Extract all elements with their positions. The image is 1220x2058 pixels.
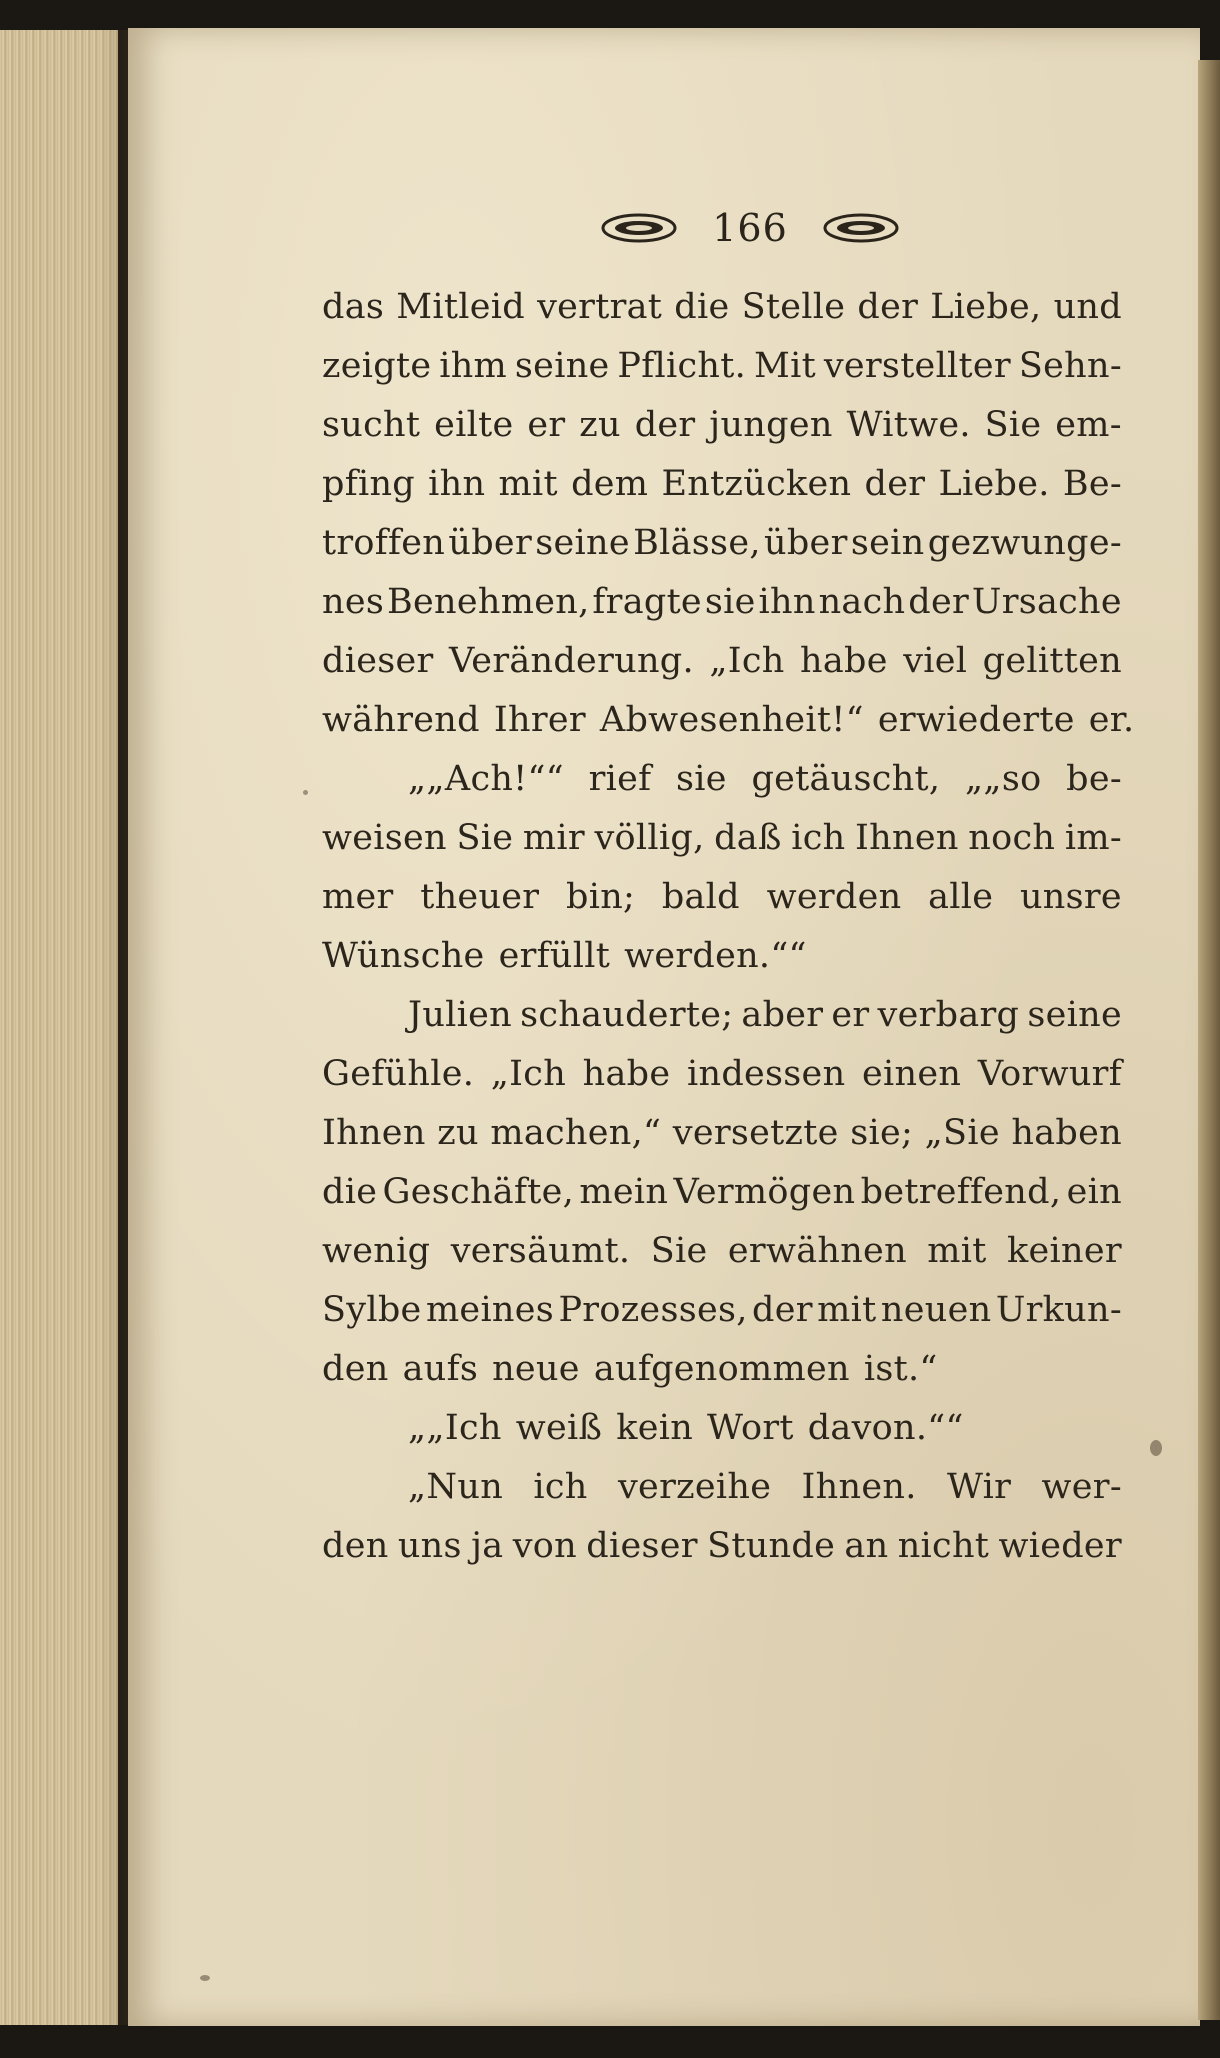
word: bald [661, 877, 740, 917]
word: Ihnen [322, 1113, 426, 1153]
word: mit [817, 1290, 877, 1330]
word: seine [514, 346, 610, 386]
word: mit [498, 464, 558, 504]
word: nicht [897, 1526, 990, 1566]
word: zu [579, 405, 621, 445]
text-line [322, 573, 1122, 632]
word: den [322, 1349, 389, 1389]
word: unsre [1019, 877, 1122, 917]
text-line [322, 455, 1122, 514]
word: Pflicht. [617, 346, 747, 386]
word: seine [1027, 995, 1122, 1035]
word: ist.“ [863, 1349, 938, 1389]
word: wenig [322, 1231, 431, 1271]
text-line [322, 1399, 1122, 1458]
word: er. [1088, 700, 1135, 740]
word: vertrat [537, 287, 663, 327]
word: „„so [964, 759, 1042, 799]
word: und [1053, 287, 1122, 327]
word: gezwunge- [927, 523, 1122, 563]
word: an [844, 1526, 889, 1566]
word: machen,“ [490, 1113, 662, 1153]
word: im- [1064, 818, 1122, 858]
word: sie [704, 582, 756, 622]
body-text [322, 278, 1135, 1576]
word: Entzücken [661, 464, 852, 504]
word: mir [522, 818, 585, 858]
text-line [322, 1458, 1122, 1517]
text-line [322, 1045, 1122, 1104]
word: neue [492, 1349, 580, 1389]
text-line [322, 632, 1122, 691]
word: mein [579, 1172, 669, 1212]
text-line [322, 1340, 1122, 1399]
word: neuen [880, 1290, 992, 1330]
word: ich [533, 1467, 588, 1507]
text-line [322, 1104, 1122, 1163]
text-line [322, 927, 1122, 986]
word: den [322, 1526, 389, 1566]
word: verzeihe [617, 1467, 772, 1507]
word: „Sie [924, 1113, 1000, 1153]
word: Mitleid [396, 287, 525, 327]
word: sucht [322, 405, 421, 445]
word: getäuscht, [751, 759, 941, 799]
word: davon.““ [807, 1408, 964, 1448]
word: der [634, 405, 696, 445]
word: ihm [439, 346, 508, 386]
word: rief [588, 759, 652, 799]
word: über [764, 523, 848, 563]
ornament-right-icon [822, 211, 900, 245]
word: dem [571, 464, 649, 504]
word: viel [903, 641, 968, 681]
word: die [674, 287, 730, 327]
word: Sylbe [322, 1290, 422, 1330]
word: der [908, 582, 969, 622]
word: schauderte; [520, 995, 734, 1035]
word: Urkun- [995, 1290, 1122, 1330]
text-line [322, 1222, 1122, 1281]
page-header [580, 198, 920, 258]
word: sie [676, 759, 727, 799]
word: indessen [686, 1054, 846, 1094]
word: das [322, 287, 385, 327]
word: verbarg [877, 995, 1020, 1035]
text-line [322, 868, 1122, 927]
word: Gefühle. [322, 1054, 475, 1094]
word: von [512, 1526, 577, 1566]
word: Ihnen [855, 818, 959, 858]
ink-speck [1150, 1440, 1162, 1456]
word: wer- [1041, 1467, 1122, 1507]
word: Liebe, [930, 287, 1042, 327]
word: Sehn- [1018, 346, 1122, 386]
word: aber [741, 995, 824, 1035]
ink-speck [200, 1975, 210, 1981]
word: seine [535, 523, 630, 563]
word: Witwe. [846, 405, 971, 445]
word: die [322, 1172, 378, 1212]
word: Julien [408, 995, 513, 1035]
word: eilte [434, 405, 514, 445]
word: habe [582, 1054, 671, 1094]
word: versäumt. [450, 1231, 631, 1271]
word: gelitten [982, 641, 1122, 681]
text-line [322, 691, 1135, 750]
word: em- [1055, 405, 1122, 445]
word: „„Ich [408, 1408, 502, 1448]
word: „Nun [408, 1467, 504, 1507]
text-line [322, 278, 1122, 337]
text-line [322, 1517, 1122, 1576]
word: noch [968, 818, 1056, 858]
word: Wünsche [322, 936, 485, 976]
word: ihn [428, 464, 486, 504]
text-line [322, 750, 1122, 809]
word: weiß [515, 1408, 603, 1448]
word: mer [322, 877, 394, 917]
word: sein [850, 523, 925, 563]
word: der [864, 464, 926, 504]
page-right-edge [1198, 60, 1220, 2020]
word: Vorwurf [977, 1054, 1122, 1094]
word: uns [397, 1526, 462, 1566]
word: nes [322, 582, 385, 622]
ornament-left-icon [600, 211, 678, 245]
word: Benehmen, [387, 582, 590, 622]
word: ein [1066, 1172, 1122, 1212]
word: nach [818, 582, 906, 622]
word: Stunde [707, 1526, 836, 1566]
word: ihn [758, 582, 816, 622]
word: Blässe, [633, 523, 761, 563]
word: mit [927, 1231, 987, 1271]
word: völlig, [594, 818, 705, 858]
word: verstellter [823, 346, 1011, 386]
text-line [322, 986, 1122, 1045]
word: Ursache [971, 582, 1122, 622]
text-line [322, 1281, 1122, 1340]
word: erwähnen [727, 1231, 907, 1271]
word: alle [928, 877, 994, 917]
text-line [322, 809, 1122, 868]
word: sie; [850, 1113, 914, 1153]
word: Liebe. [938, 464, 1050, 504]
word: zu [437, 1113, 479, 1153]
word: „Ich [490, 1054, 567, 1094]
word: dieser [322, 641, 434, 681]
word: werden.““ [624, 936, 807, 976]
word: theuer [420, 877, 540, 917]
word: wieder [998, 1526, 1122, 1566]
word: Geschäfte, [382, 1172, 575, 1212]
word: während [322, 700, 480, 740]
word: Veränderung. [448, 641, 694, 681]
word: Sie [984, 405, 1042, 445]
word: weisen [322, 818, 447, 858]
word: Mit [753, 346, 816, 386]
word: dieser [586, 1526, 698, 1566]
word: er [831, 995, 870, 1035]
word: Wort [707, 1408, 794, 1448]
word: keiner [1007, 1231, 1122, 1271]
word: erfüllt [498, 936, 611, 976]
word: daß [714, 818, 782, 858]
word: Abwesenheit!“ [599, 700, 864, 740]
word: erwiederte [877, 700, 1075, 740]
word: aufs [402, 1349, 479, 1389]
word: fragte [592, 582, 702, 622]
word: „„Ach!““ [408, 759, 564, 799]
ink-speck [303, 790, 308, 795]
word: Be- [1062, 464, 1122, 504]
word: Vermögen [673, 1172, 856, 1212]
word: be- [1066, 759, 1122, 799]
word: einen [862, 1054, 962, 1094]
word: bin; [566, 877, 636, 917]
word: aufgenommen [593, 1349, 850, 1389]
word: jungen [709, 405, 833, 445]
word: der [857, 287, 919, 327]
word: kein [616, 1408, 694, 1448]
word: „Ich [709, 641, 785, 681]
word: er [527, 405, 566, 445]
word: betreffend, [860, 1172, 1062, 1212]
text-line [322, 337, 1122, 396]
word: Wir [946, 1467, 1012, 1507]
text-line [322, 1163, 1122, 1222]
page-number: 166 [712, 206, 788, 250]
word: zeigte [322, 346, 432, 386]
text-line [322, 514, 1122, 573]
word: Stelle [741, 287, 846, 327]
word: werden [766, 877, 902, 917]
word: Sie [456, 818, 514, 858]
word: über [448, 523, 532, 563]
word: Ihrer [493, 700, 586, 740]
word: versetzte [672, 1113, 839, 1153]
word: haben [1011, 1113, 1122, 1153]
text-line [322, 396, 1122, 455]
word: ich [791, 818, 846, 858]
word: meines [425, 1290, 555, 1330]
word: troffen [322, 523, 446, 563]
word: habe [800, 641, 888, 681]
word: pfing [322, 464, 415, 504]
word: Ihnen. [801, 1467, 917, 1507]
word: der [752, 1290, 813, 1330]
word: ja [471, 1526, 504, 1566]
word: Prozesses, [558, 1290, 748, 1330]
word: Sie [650, 1231, 708, 1271]
